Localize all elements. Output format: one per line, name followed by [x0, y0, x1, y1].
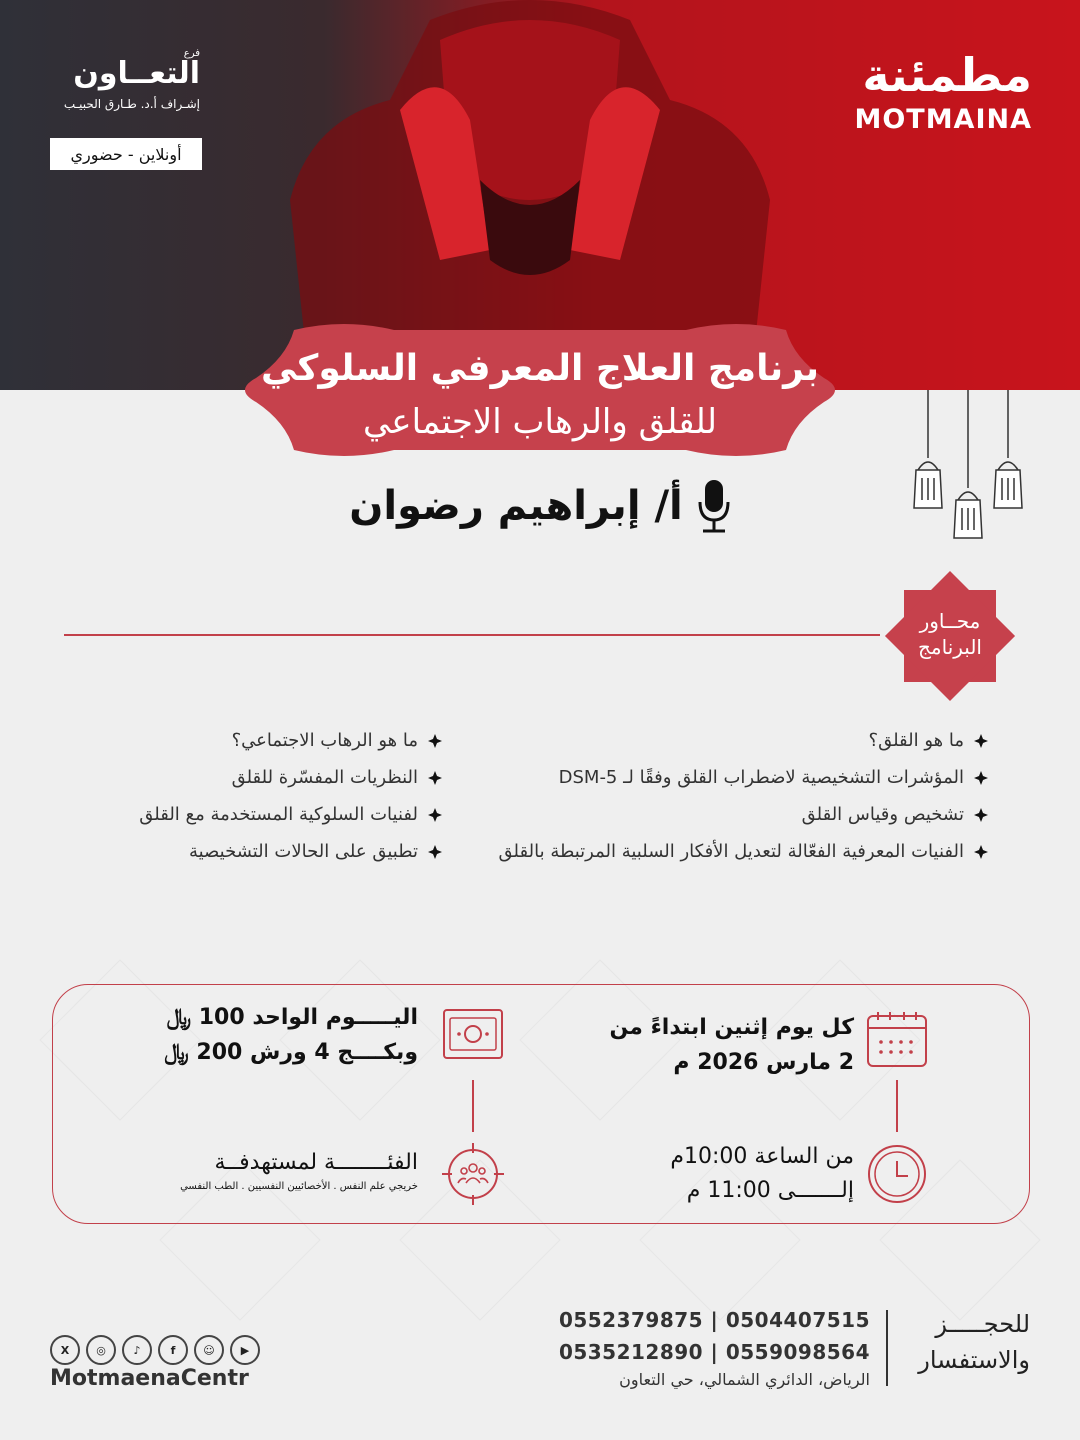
list-item: لفنيات السلوكية المستخدمة مع القلق: [139, 796, 442, 833]
snapchat-icon[interactable]: ☺: [194, 1335, 224, 1365]
price-text: [164, 1000, 418, 1070]
contact-title: [900, 1306, 1030, 1378]
bullet-icon: [428, 808, 442, 822]
bullet-icon: [428, 771, 442, 785]
connector-line: [472, 1080, 474, 1132]
address: الرياض، الدائري الشمالي، حي التعاون: [619, 1370, 870, 1389]
bullet-icon: [974, 808, 988, 822]
audience-text: [180, 1146, 418, 1194]
time-line1: من الساعة 10:00م: [670, 1144, 854, 1169]
branch-label: فرع: [183, 48, 200, 59]
time-text: [670, 1140, 854, 1208]
clock-icon: [866, 1143, 928, 1205]
bullet-icon: [428, 845, 442, 859]
phones-row-2[interactable]: 0535212890 | 0559098564: [558, 1340, 870, 1364]
list-item: تطبيق على الحالات التشخيصية: [139, 833, 442, 870]
target-group-icon: [442, 1143, 504, 1205]
schedule-text: [609, 1010, 854, 1080]
connector-line: [896, 1080, 898, 1132]
lanterns-decoration: [912, 390, 1032, 560]
time-line2: إلـــــــى 11:00 م: [686, 1178, 854, 1203]
speaker-row: [0, 478, 1080, 534]
mode-badge: أونلاين - حضوري: [50, 138, 202, 170]
program-title: برنامج العلاج المعرفي السلوكي: [260, 348, 820, 389]
x-icon[interactable]: X: [50, 1335, 80, 1365]
youtube-icon[interactable]: ▶: [230, 1335, 260, 1365]
branch-name: التعــاون: [73, 56, 200, 91]
list-item: المؤشرات التشخيصية لاضطراب القلق وفقًا لـ DSM-5: [499, 759, 988, 796]
phones-row-1[interactable]: 0552379875 | 0504407515: [558, 1308, 870, 1332]
bullet-icon: [428, 734, 442, 748]
list-item: النظريات المفسّرة للقلق: [139, 759, 442, 796]
phone-numbers: [559, 1304, 870, 1392]
axes-badge-line1: محــاور: [919, 609, 981, 633]
bullet-icon: [974, 734, 988, 748]
schedule-line2: 2 مارس 2026 م: [673, 1050, 854, 1075]
calendar-icon: [866, 1010, 928, 1068]
speaker-name: أ/ إبراهيم رضوان: [349, 483, 683, 529]
list-item: تشخيص وقياس القلق: [499, 796, 988, 833]
axes-badge-line2: البرنامج: [917, 635, 982, 659]
contact-title-line1: للحجـــــز: [935, 1310, 1030, 1338]
contact-separator: [886, 1310, 888, 1386]
list-item: الفنيات المعرفية الفعّالة لتعديل الأفكار السلبية المرتبطة بالقلق: [499, 833, 988, 870]
topics-list-left: [139, 722, 442, 870]
brand-arabic-name: مطمئنة: [862, 48, 1032, 102]
contact-title-line2: والاستفسار: [918, 1346, 1030, 1374]
facebook-icon[interactable]: f: [158, 1335, 188, 1365]
social-icons: [50, 1335, 260, 1365]
supervision-text: إشـراف أ.د. طـارق الحبيـب: [63, 97, 200, 111]
brand-english-name: MOTMAINA: [854, 104, 1032, 135]
money-icon: [442, 1008, 504, 1060]
list-item: ما هو الرهاب الاجتماعي؟: [139, 722, 442, 759]
bullet-icon: [974, 771, 988, 785]
section-divider: [64, 634, 880, 636]
audience-title: الفئــــــــة لمستهدفــة: [214, 1150, 418, 1175]
price-line2: وبكــــج 4 ورش 200 ﷼: [164, 1040, 418, 1065]
schedule-line1: كل يوم إثنين ابتداءً من: [609, 1015, 854, 1040]
social-handle[interactable]: MotmaenaCentr: [50, 1366, 249, 1391]
program-subtitle: للقلق والرهاب الاجتماعي: [362, 402, 718, 442]
program-title-plate: [234, 318, 846, 462]
list-item: ما هو القلق؟: [499, 722, 988, 759]
brand-logo: [854, 48, 1032, 135]
audience-detail: خريجي علم النفس . الأخصائيين النفسيين . الطب النفسي: [180, 1181, 418, 1192]
topics-list-right: [499, 722, 988, 870]
tiktok-icon[interactable]: ♪: [122, 1335, 152, 1365]
microphone-icon: [697, 478, 731, 534]
program-axes-badge: [880, 570, 1020, 702]
instagram-icon[interactable]: ◎: [86, 1335, 116, 1365]
price-line1: اليـــــوم الواحد 100 ﷼: [166, 1005, 418, 1030]
branch-logo: [50, 48, 200, 111]
bullet-icon: [974, 845, 988, 859]
